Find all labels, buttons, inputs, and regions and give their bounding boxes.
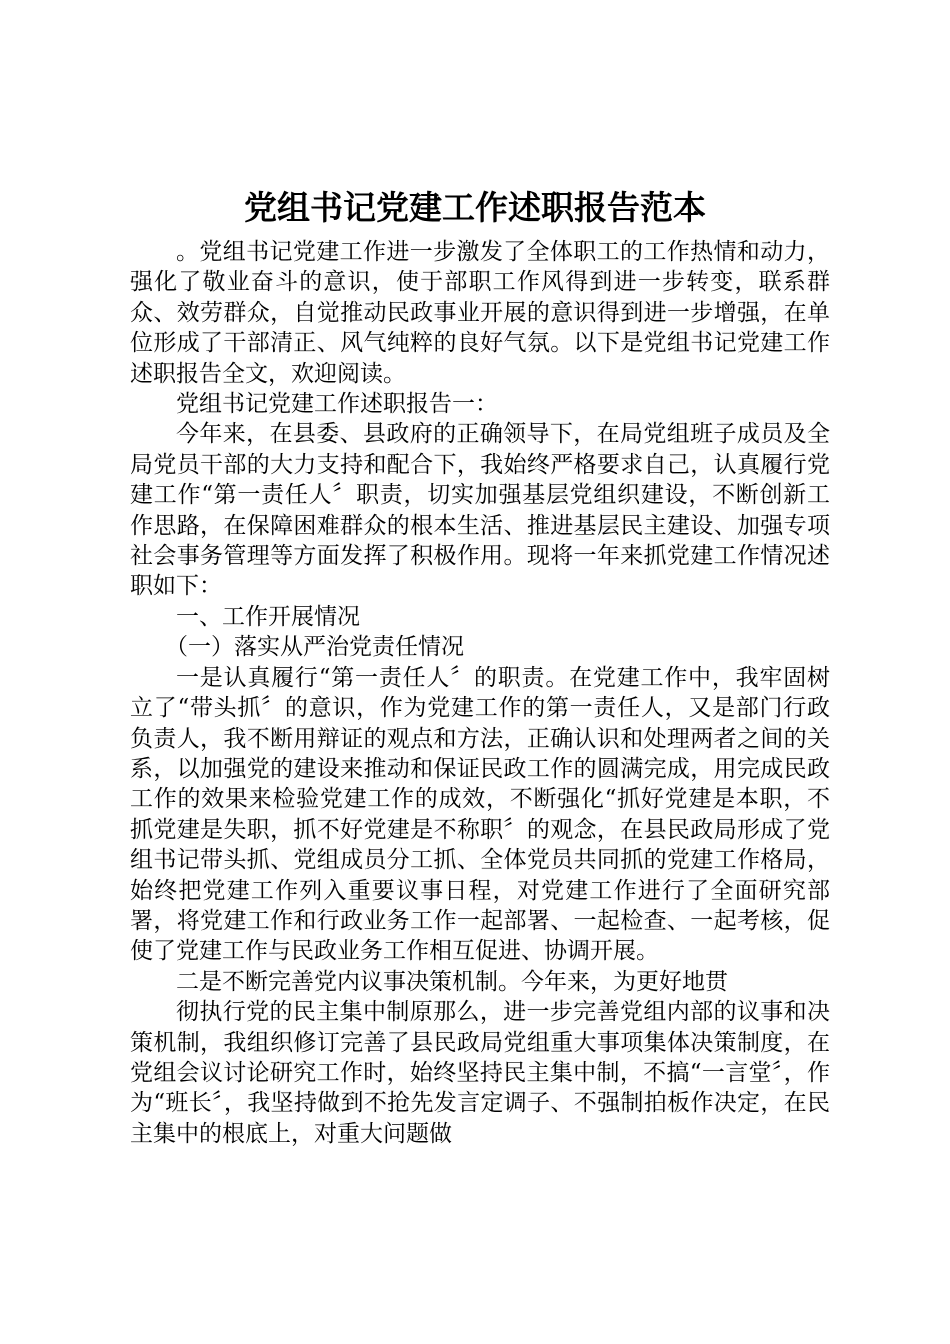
report-heading: 党组书记党建工作述职报告一：: [176, 391, 498, 418]
document-title: 党组书记党建工作述职报告范本: [244, 188, 706, 227]
body-paragraph: 一是认真履行“第一责任人〞的职责。在党建工作中，我牢固树立了“带头抓〞的意识，作为党建工作的第一责任人，又是部门行政负责人，我不断用辩证的观点和方法，正确认识和处理两者之间的关系，以加强党的建设来推动和保证民政工作的圆满完成，用完成民政工作的效果来检验党建工作的成效，不断强化“抓好党建是本职，不抓党建是失职，抓不好党建是不称职〞的观念，在县民政局形成了党组书记带头抓、党组成员分工抓、全体党员共同抓的党建工作格局，始终把党建工作列入重要议事日程，对党建工作进行了全面研究部署，将党建工作和行政业务工作一起部署、一起检查、一起考核，促使了党建工作与民政业务工作相互促进、协调开展。: [130, 664, 830, 965]
document-body: [130, 237, 830, 1149]
body-paragraph: 二是不断完善党内议事决策机制。今年来，为更好地贯: [176, 968, 728, 995]
section-heading: 一、工作开展情况: [176, 603, 360, 630]
subsection-heading: （一）落实从严治党责任情况: [165, 634, 464, 661]
intro-paragraph: 。党组书记党建工作进一步激发了全体职工的工作热情和动力，强化了敬业奋斗的意识，使于部职工作风得到进一步转变，联系群众、效劳群众，自觉推动民政事业开展的意识得到进一步增强，在单位形成了干部清正、风气纯粹的良好气氛。以下是党组书记党建工作述职报告全文，欢迎阅读。: [130, 239, 830, 387]
body-paragraph: 彻执行党的民主集中制原那么，进一步完善党组内部的议事和决策机制，我组织修订完善了县民政局党组重大事项集体决策制度，在党组会议讨论研究工作时，始终坚持民主集中制，不搞“一言堂〞，作为“班长〞，我坚持做到不抢先发言定调子、不强制拍板作决定，在民主集中的根底上，对重大问题做: [130, 999, 830, 1147]
body-paragraph: 今年来，在县委、县政府的正确领导下，在局党组班子成员及全局党员干部的大力支持和配合下，我始终严格要求自己，认真履行党建工作“第一责任人〞职责，切实加强基层党组织建设，不断创新工作思路，在保障困难群众的根本生活、推进基层民主建设、加强专项社会事务管理等方面发挥了积极作用。现将一年来抓党建工作情况述职如下：: [130, 421, 830, 600]
